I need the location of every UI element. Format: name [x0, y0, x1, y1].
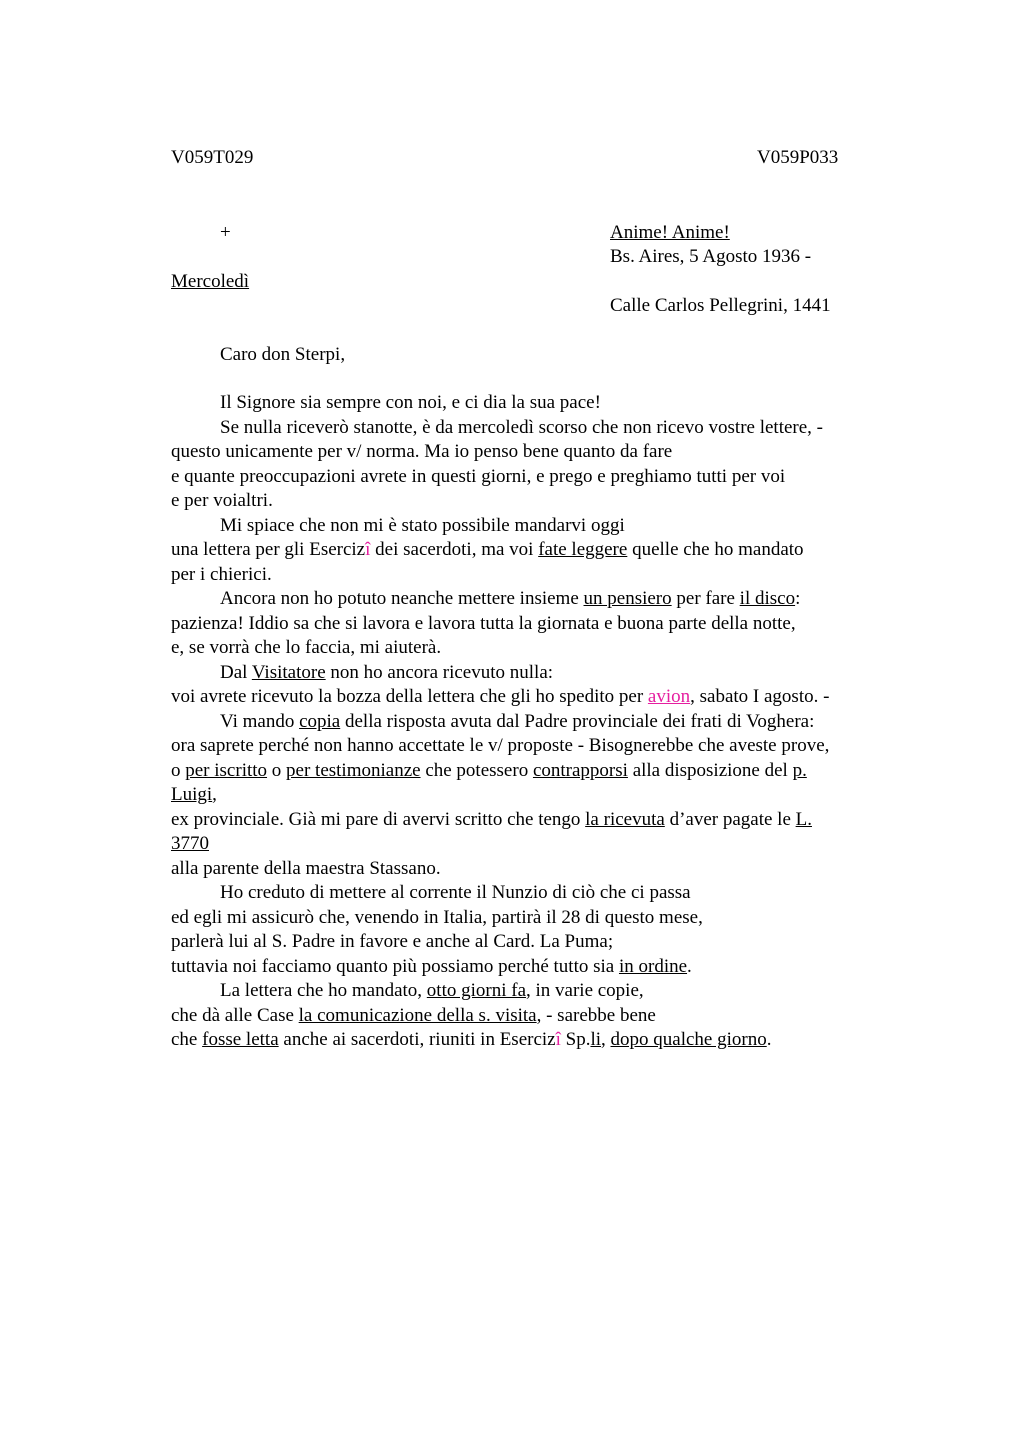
- underlined-phrase: Visitatore: [251, 661, 326, 683]
- highlighted-phrase: avion: [647, 686, 691, 707]
- letter-line: e quante preoccupazioni avrete in questi giorni, e prego e preghiamo tutti per voi: [171, 465, 786, 487]
- text-segment: voi avrete ricevuto la bozza della lettera che gli ho spedito per: [171, 686, 648, 707]
- text-segment: La lettera che ho mandato,: [220, 980, 427, 1001]
- letter-line: [171, 955, 901, 980]
- text-segment: tuttavia noi facciamo quanto più possiamo perché tutto sia: [171, 955, 619, 977]
- text-segment: Dal: [220, 661, 252, 683]
- underlined-phrase: li: [590, 1029, 602, 1050]
- text-segment: , in varie copie,: [526, 980, 644, 1001]
- text-segment: :: [795, 588, 801, 609]
- letter-line: [171, 832, 901, 857]
- letter-line: [171, 1004, 901, 1029]
- underlined-phrase: la ricevuta: [585, 808, 665, 830]
- archive-code-left: V059T029: [171, 147, 254, 168]
- underlined-phrase: un pensiero: [583, 588, 672, 609]
- highlighted-char: î: [555, 1029, 561, 1050]
- text-segment: Vi mando: [220, 710, 300, 732]
- weekday: Mercoledì: [171, 271, 250, 292]
- text-segment: ,: [601, 1029, 611, 1050]
- letter-line: pazienza! Iddio sa che si lavora e lavora tutta la giornata e buona parte della notte,: [171, 612, 796, 634]
- letter-line: Ho creduto di mettere al corrente il Nunzio di ciò che ci passa: [220, 882, 691, 903]
- text-segment: una lettera per gli Esercizî dei sacerdoti, ma voi: [171, 539, 539, 560]
- letter-line: [171, 759, 901, 784]
- text-segment: , - sarebbe bene: [536, 1004, 656, 1026]
- letter-line: ed egli mi assicurò che, venendo in Italia, partirà il 28 di questo mese,: [171, 906, 703, 928]
- text-segment: .: [766, 1029, 772, 1050]
- text-segment: quelle che ho mandato: [627, 539, 804, 560]
- address: Calle Carlos Pellegrini, 1441: [610, 295, 831, 316]
- motto: Anime! Anime!: [610, 222, 730, 243]
- text-segment: della risposta avuta dal Padre provinciale dei frati di Voghera:: [340, 710, 815, 732]
- underlined-phrase: p.: [792, 759, 807, 781]
- text-segment: o: [171, 759, 186, 781]
- underlined-phrase: contrapporsi: [532, 759, 628, 781]
- underlined-phrase: in ordine: [618, 955, 688, 977]
- text-segment: ,: [212, 784, 217, 805]
- underlined-phrase: 3770: [171, 833, 209, 854]
- text-segment: d’aver pagate le: [664, 808, 796, 830]
- text-segment: che potessero: [420, 759, 533, 781]
- underlined-phrase: fate leggere: [538, 539, 628, 560]
- letter-body: [171, 391, 901, 1053]
- cross-symbol: +: [220, 222, 231, 243]
- letter-line: [171, 587, 901, 612]
- highlighted-char: î: [365, 539, 371, 560]
- text-segment: , sabato I agosto. -: [690, 686, 830, 707]
- text-segment: o: [267, 759, 287, 781]
- text-segment: che: [171, 1029, 203, 1050]
- text-segment: anche ai sacerdoti, riuniti in Esercizî Sp.: [278, 1029, 591, 1050]
- text-segment: per fare: [671, 588, 740, 609]
- underlined-phrase: otto giorni fa: [426, 980, 526, 1001]
- salutation: Caro don Sterpi,: [220, 344, 346, 365]
- letter-line: [171, 685, 901, 710]
- letter-line: [171, 783, 901, 808]
- underlined-phrase: Luigi: [171, 784, 213, 805]
- underlined-phrase: dopo qualche giorno: [610, 1029, 767, 1050]
- archive-code-right: V059P033: [757, 147, 839, 168]
- letter-line: parlerà lui al S. Padre in favore e anche al Card. La Puma;: [171, 931, 614, 952]
- underlined-phrase: per testimonianze: [286, 759, 421, 781]
- letter-line: questo unicamente per v/ norma. Ma io penso bene quanto da fare: [171, 441, 673, 462]
- letter-line: [171, 808, 901, 833]
- letter-line: [171, 1028, 901, 1053]
- underlined-phrase: fosse letta: [202, 1029, 279, 1050]
- underlined-phrase: la comunicazione della s. visita: [298, 1004, 537, 1026]
- letter-line: ora saprete perché non hanno accettate le v/ proposte - Bisognerebbe che aveste prove,: [171, 735, 830, 756]
- underlined-phrase: L.: [795, 808, 812, 830]
- text-segment: alla disposizione del: [627, 759, 793, 781]
- letter-line: e per voialtri.: [171, 490, 273, 511]
- letter-line: Se nulla riceverò stanotte, è da mercoledì scorso che non ricevo vostre lettere, -: [220, 416, 824, 438]
- place-date: Bs. Aires, 5 Agosto 1936 -: [610, 246, 812, 267]
- text-segment: Ancora non ho potuto neanche mettere insieme: [220, 588, 584, 609]
- letter-line: Il Signore sia sempre con noi, e ci dia la sua pace!: [220, 392, 601, 413]
- letter-line: e, se vorrà che lo faccia, mi aiuterà.: [171, 637, 442, 658]
- letter-line: per i chierici.: [171, 563, 272, 585]
- text-segment: ex provinciale. Già mi pare di avervi scritto che tengo: [171, 808, 586, 830]
- underlined-phrase: copia: [299, 710, 341, 732]
- letter-line: alla parente della maestra Stassano.: [171, 857, 441, 879]
- letter-line: [171, 538, 901, 563]
- letter-line: Mi spiace che non mi è stato possibile mandarvi oggi: [220, 514, 625, 536]
- text-segment: che dà alle Case: [171, 1004, 299, 1026]
- letter-line: [171, 710, 901, 735]
- underlined-phrase: il disco: [739, 588, 796, 609]
- underlined-phrase: per iscritto: [185, 759, 268, 781]
- letter-line: [171, 661, 901, 686]
- text-segment: .: [687, 955, 692, 977]
- letter-line: [171, 979, 901, 1004]
- text-segment: non ho ancora ricevuto nulla:: [325, 661, 554, 683]
